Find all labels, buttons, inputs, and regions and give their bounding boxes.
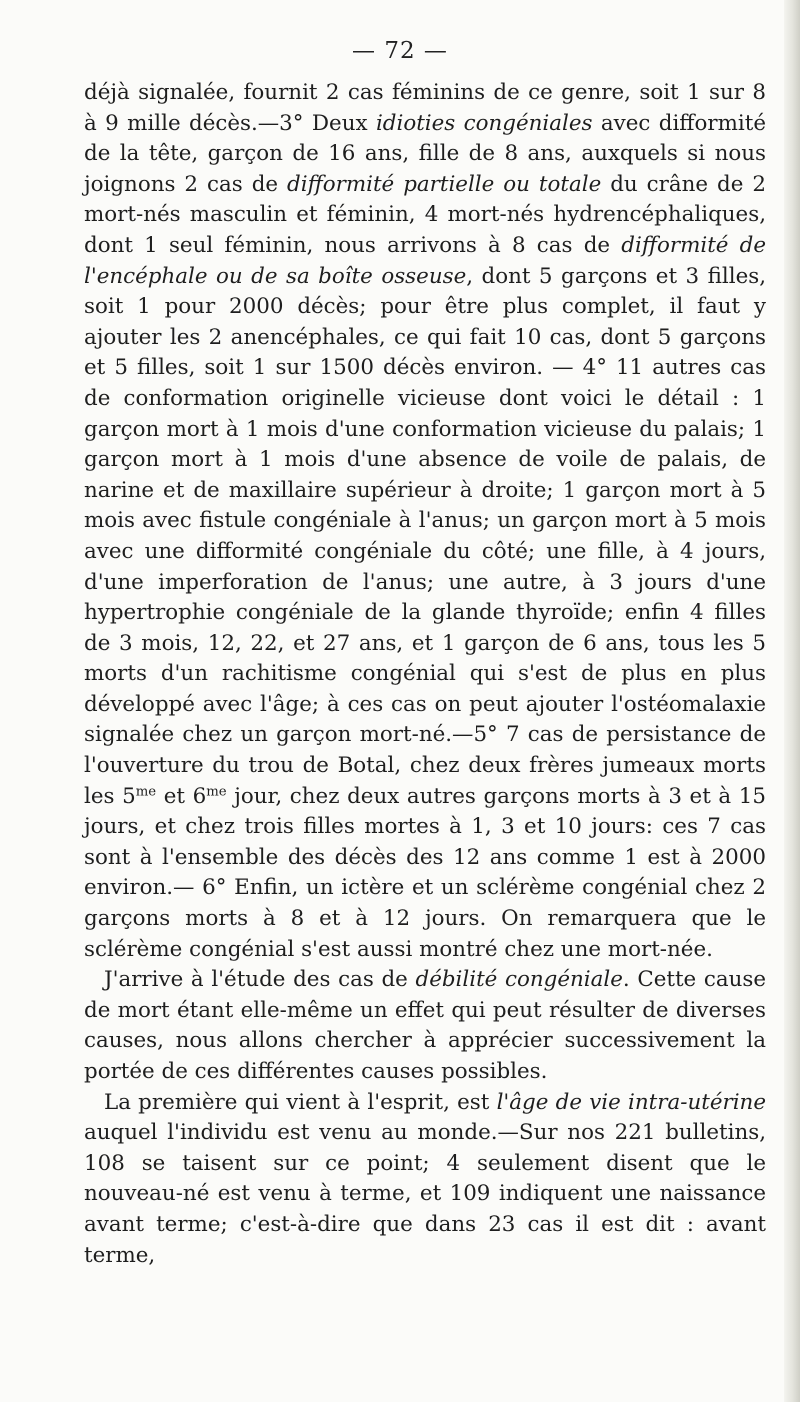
text-run: déjà signalée, fournit 2 cas féminins de ce genre, soit 1 sur 8 à 9 mille décès.—3° Deux — [84, 80, 766, 136]
text-run: auquel l'individu est venu au monde.—Sur nos 221 bulletins, 108 se taisent sur ce point; 4 seulement disent que le nouveau-né est venu à terme, et 109 indiquent une naissance avant terme; c'est-à-dire que dans 23 cas il est dit : avant terme, — [84, 1120, 766, 1268]
text-run: du crâne de 2 mort-nés masculin et féminin, 4 mort-nés hydrencéphaliques, dont 1 seul féminin, nous arrivons à 8 cas de — [84, 171, 766, 258]
paragraph-1 — [84, 78, 766, 965]
italic-phrase: idioties congéniales — [375, 110, 593, 136]
italic-phrase: l'âge de vie intra-utérine — [496, 1089, 766, 1115]
text-run: J'arrive à l'étude des cas de — [104, 967, 416, 993]
text-run: . Cette cause de mort étant elle-même un effet qui peut résulter de diverses causes, nous allons chercher à apprécier successivement la portée de ces différentes causes possibles. — [84, 967, 767, 1084]
text-run: avec difformité de la tête, garçon de 16 ans, fille de 8 ans, auxquels si nous joignons 2 cas de — [84, 110, 766, 197]
paragraph-2 — [84, 965, 766, 1087]
italic-phrase: débilité congéniale — [415, 967, 623, 993]
text-run: La première qui vient à l'esprit, est — [104, 1089, 497, 1115]
italic-phrase: difformité de l'encéphale ou de sa boîte osseuse — [84, 232, 767, 289]
text-run: et 6 — [156, 783, 207, 809]
paragraph-3 — [84, 1088, 766, 1272]
text-run: , dont 5 garçons et 3 filles, soit 1 pour 2000 décès; pour être plus complet, il faut y ajouter les 2 anencéphales, ce qui fait 10 cas, dont 5 garçons et 5 filles, soit 1 sur 1500 décès environ. — 4° 11 autres cas de conformation originelle vicieuse dont voici le détail : 1 garçon mort à 1 mois d'une conformation vicieuse du palais; 1 garçon mort à 1 mois d'une absence de voile de palais, de narine et de maxillaire supérieur à droite; 1 garçon mort à 5 mois avec fistule congéniale à l'anus; un garçon mort à 5 mois avec une difformité congéniale du côté; une fille, à 4 jours, d'une imperforation de l'anus; une autre, à 3 jours d'une hypertrophie congéniale de la glande thyroïde; enfin 4 filles de 3 mois, 12, 22, et 27 ans, et 1 garçon de 6 ans, tous les 5 morts d'un rachitisme congénial qui s'est de plus en plus développé avec l'âge; à ces cas on peut ajouter l'ostéomalaxie signalée chez un garçon mort-né.—5° 7 cas de persistance de l'ouverture du trou de Botal, chez deux frères jumeaux morts les 5 — [84, 263, 766, 809]
text-run: jour, chez deux autres garçons morts à 3 et à 15 jours, et chez trois filles mortes à 1, 3 et 10 jours: ces 7 cas sont à l'ensemble des décès des 12 ans comme 1 est à 2000 environ.— 6° Enfin, un ictère et un sclérème congénial chez 2 garçons morts à 8 et à 12 jours. On remarquera que le sclérème congénial s'est aussi montré chez une mort-née. — [84, 783, 766, 962]
page-number: — 72 — — [352, 38, 448, 64]
superscript: me — [206, 784, 227, 800]
superscript: me — [135, 784, 157, 800]
page-binding-edge — [784, 0, 800, 1402]
body-text — [84, 78, 766, 1271]
italic-phrase: difformité partielle ou totale — [287, 171, 602, 197]
